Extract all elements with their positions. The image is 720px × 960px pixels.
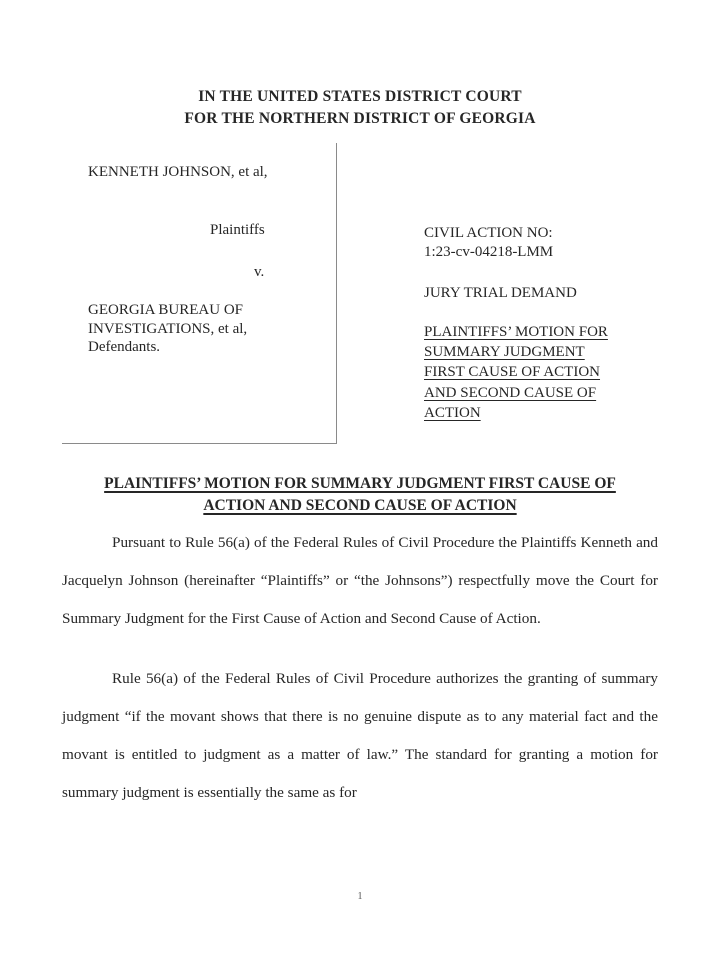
motion-heading <box>62 473 658 517</box>
motion-title-line: PLAINTIFFS’ MOTION FOR <box>424 324 608 340</box>
motion-title-line: ACTION <box>424 404 481 421</box>
civil-action-number: 1:23-cv-04218-LMM <box>424 244 554 260</box>
page-number: 1 <box>357 891 363 902</box>
motion-heading-line-1: PLAINTIFFS’ MOTION FOR SUMMARY JUDGMENT FIRST CAUSE OF <box>104 475 616 492</box>
district-name: FOR THE NORTHERN DISTRICT OF GEORGIA <box>184 110 536 127</box>
versus-abbreviation: v. <box>254 264 265 280</box>
civil-action-label: CIVIL ACTION NO: <box>424 225 553 241</box>
defendants-label: Defendants. <box>88 339 161 355</box>
court-name: IN THE UNITED STATES DISTRICT COURT <box>198 88 522 105</box>
case-caption <box>62 143 337 444</box>
defendant-name-line-1: GEORGIA BUREAU OF <box>88 302 244 318</box>
jury-trial-demand: JURY TRIAL DEMAND <box>424 285 577 301</box>
motion-title-line: AND SECOND CAUSE OF <box>424 384 597 401</box>
body-paragraph-1: Pursuant to Rule 56(a) of the Federal Rules of Civil Procedure the Plaintiffs Kenneth and Jacquelyn Johnson (hereinafter “Plaintiffs” or “the Johnsons”) respectfully move the Court for Summary Judgment for the First Cause of Action and Second Cause of Action. <box>62 534 658 627</box>
defendant-name-line-2: INVESTIGATIONS, et al, <box>88 320 248 337</box>
plaintiffs-label: Plaintiffs <box>210 222 265 238</box>
civil-action-block <box>424 224 553 262</box>
court-header <box>0 86 720 130</box>
motion-title-sidebar <box>424 322 608 423</box>
motion-heading-line-2: ACTION AND SECOND CAUSE OF ACTION <box>203 497 517 514</box>
plaintiff-name: KENNETH JOHNSON, et al, <box>88 164 268 180</box>
defendant-block <box>88 301 247 357</box>
body-paragraph-2: Rule 56(a) of the Federal Rules of Civil Procedure authorizes the granting of summary judgment “if the movant shows that there is no genuine dispute as to any material fact and the movant is entitled to judgment as a matter of law.” The standard for granting a motion for summary judgment is essentially the same as for <box>62 670 658 801</box>
document-body <box>62 524 658 812</box>
motion-title-line: FIRST CAUSE OF ACTION <box>424 364 601 381</box>
motion-title-line: SUMMARY JUDGMENT <box>424 344 585 361</box>
